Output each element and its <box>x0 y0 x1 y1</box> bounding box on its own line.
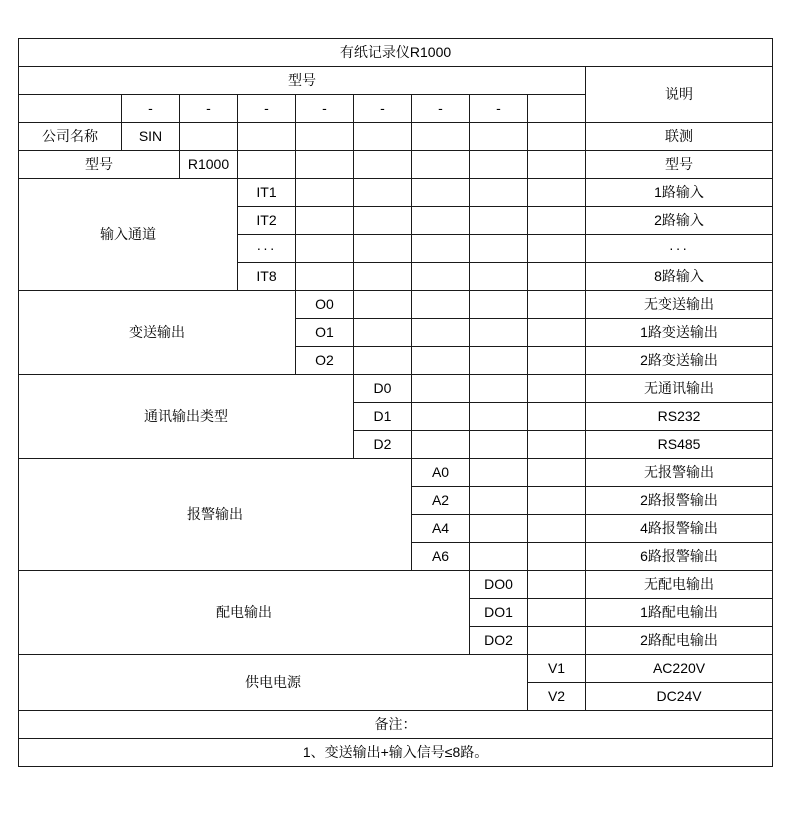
spacer-cell <box>528 459 586 487</box>
desc-transmit-1: 1路变送输出 <box>586 319 773 347</box>
spacer-cell <box>528 347 586 375</box>
row-label-transmit-output: 变送输出 <box>19 291 296 375</box>
spacer-cell <box>354 151 412 179</box>
spacer-cell <box>354 263 412 291</box>
spacer-cell <box>412 207 470 235</box>
code-dist-0: DO0 <box>470 571 528 599</box>
desc-dist-0: 无配电输出 <box>586 571 773 599</box>
code-comm-0: D0 <box>354 375 412 403</box>
table-row <box>19 67 773 95</box>
spacer-cell <box>470 151 528 179</box>
code-transmit-2: O2 <box>296 347 354 375</box>
desc-comm-0: 无通讯输出 <box>586 375 773 403</box>
spacer-cell <box>296 151 354 179</box>
spacer-cell <box>412 431 470 459</box>
dash-cell-8 <box>528 95 586 123</box>
spacer-cell <box>470 403 528 431</box>
product-model-spec-table <box>18 38 773 767</box>
spacer-cell <box>528 599 586 627</box>
desc-alarm-4: 4路报警输出 <box>586 515 773 543</box>
table-row <box>19 571 773 599</box>
spacer-cell <box>528 487 586 515</box>
spacer-cell <box>470 487 528 515</box>
desc-alarm-0: 无报警输出 <box>586 459 773 487</box>
spacer-cell <box>470 207 528 235</box>
spacer-cell <box>296 123 354 151</box>
code-alarm-4: A4 <box>412 515 470 543</box>
spacer-cell <box>296 235 354 263</box>
spacer-cell <box>412 291 470 319</box>
table-row <box>19 711 773 739</box>
spacer-cell <box>412 347 470 375</box>
desc-dist-2: 2路配电输出 <box>586 627 773 655</box>
table-row <box>19 151 773 179</box>
spacer-cell <box>528 627 586 655</box>
spacer-cell <box>354 179 412 207</box>
header-description: 说明 <box>586 67 773 123</box>
spacer-cell <box>354 347 412 375</box>
desc-power-v2: DC24V <box>586 683 773 711</box>
desc-input-1: 1路输入 <box>586 179 773 207</box>
spacer-cell <box>180 123 238 151</box>
dash-cell-5: - <box>354 95 412 123</box>
spacer-cell <box>528 123 586 151</box>
row-label-model: 型号 <box>19 151 180 179</box>
code-comm-1: D1 <box>354 403 412 431</box>
desc-dist-1: 1路配电输出 <box>586 599 773 627</box>
spacer-cell <box>296 263 354 291</box>
spacer-cell <box>470 235 528 263</box>
spec-table-container <box>18 38 772 767</box>
spacer-cell <box>412 319 470 347</box>
spacer-cell <box>470 515 528 543</box>
desc-transmit-0: 无变送输出 <box>586 291 773 319</box>
table-row <box>19 459 773 487</box>
spacer-cell <box>528 263 586 291</box>
code-alarm-2: A2 <box>412 487 470 515</box>
spacer-cell <box>528 543 586 571</box>
desc-model: 型号 <box>586 151 773 179</box>
code-transmit-0: O0 <box>296 291 354 319</box>
spacer-cell <box>528 291 586 319</box>
spacer-cell <box>412 375 470 403</box>
notes-heading: 备注： <box>19 711 773 739</box>
code-input-2: IT2 <box>238 207 296 235</box>
spacer-cell <box>470 543 528 571</box>
spacer-cell <box>354 291 412 319</box>
table-row <box>19 655 773 683</box>
desc-input-ellipsis: ··· <box>586 235 773 263</box>
desc-alarm-6: 6路报警输出 <box>586 543 773 571</box>
dash-cell-6: - <box>412 95 470 123</box>
spacer-cell <box>470 123 528 151</box>
desc-comm-2: RS485 <box>586 431 773 459</box>
spacer-cell <box>470 291 528 319</box>
spacer-cell <box>354 207 412 235</box>
spacer-cell <box>528 319 586 347</box>
table-row <box>19 39 773 67</box>
code-company: SIN <box>122 123 180 151</box>
page-title: 有纸记录仪R1000 <box>19 39 773 67</box>
table-row <box>19 739 773 767</box>
code-transmit-1: O1 <box>296 319 354 347</box>
dash-cell-3: - <box>238 95 296 123</box>
desc-comm-1: RS232 <box>586 403 773 431</box>
desc-input-2: 2路输入 <box>586 207 773 235</box>
spacer-cell <box>470 347 528 375</box>
dash-cell-4: - <box>296 95 354 123</box>
desc-power-v1: AC220V <box>586 655 773 683</box>
row-label-input-channel: 输入通道 <box>19 179 238 291</box>
code-power-v1: V1 <box>528 655 586 683</box>
notes-line-1: 1、变送输出+输入信号≤8路。 <box>19 739 773 767</box>
spacer-cell <box>528 515 586 543</box>
spacer-cell <box>354 319 412 347</box>
spacer-cell <box>412 123 470 151</box>
table-row <box>19 123 773 151</box>
desc-alarm-2: 2路报警输出 <box>586 487 773 515</box>
spacer-cell <box>354 235 412 263</box>
spacer-cell <box>528 375 586 403</box>
row-label-comm-output-type: 通讯输出类型 <box>19 375 354 459</box>
spacer-cell <box>412 403 470 431</box>
code-input-1: IT1 <box>238 179 296 207</box>
spacer-cell <box>412 263 470 291</box>
spacer-cell <box>528 571 586 599</box>
dash-cell-7: - <box>470 95 528 123</box>
spacer-cell <box>470 431 528 459</box>
table-row <box>19 375 773 403</box>
spacer-cell <box>528 431 586 459</box>
spacer-cell <box>238 151 296 179</box>
spacer-cell <box>412 235 470 263</box>
code-dist-1: DO1 <box>470 599 528 627</box>
spacer-cell <box>412 179 470 207</box>
dash-cell-0 <box>19 95 122 123</box>
spacer-cell <box>470 459 528 487</box>
desc-input-8: 8路输入 <box>586 263 773 291</box>
spacer-cell <box>528 207 586 235</box>
spacer-cell <box>354 123 412 151</box>
spacer-cell <box>470 319 528 347</box>
code-input-8: IT8 <box>238 263 296 291</box>
code-dist-2: DO2 <box>470 627 528 655</box>
desc-company: 联测 <box>586 123 773 151</box>
row-label-company: 公司名称 <box>19 123 122 151</box>
dash-cell-2: - <box>180 95 238 123</box>
spacer-cell <box>528 235 586 263</box>
spacer-cell <box>296 179 354 207</box>
spacer-cell <box>412 151 470 179</box>
row-label-alarm-output: 报警输出 <box>19 459 412 571</box>
spacer-cell <box>470 375 528 403</box>
spacer-cell <box>296 207 354 235</box>
code-comm-2: D2 <box>354 431 412 459</box>
spacer-cell <box>470 179 528 207</box>
spacer-cell <box>470 263 528 291</box>
code-alarm-6: A6 <box>412 543 470 571</box>
code-model: R1000 <box>180 151 238 179</box>
code-alarm-0: A0 <box>412 459 470 487</box>
spacer-cell <box>528 403 586 431</box>
row-label-power-distribution-output: 配电输出 <box>19 571 470 655</box>
header-model-group: 型号 <box>19 67 586 95</box>
code-power-v2: V2 <box>528 683 586 711</box>
spacer-cell <box>528 151 586 179</box>
row-label-power-supply: 供电电源 <box>19 655 528 711</box>
dash-cell-1: - <box>122 95 180 123</box>
spacer-cell <box>238 123 296 151</box>
desc-transmit-2: 2路变送输出 <box>586 347 773 375</box>
code-input-ellipsis: ··· <box>238 235 296 263</box>
spacer-cell <box>528 179 586 207</box>
table-row <box>19 179 773 207</box>
table-row <box>19 291 773 319</box>
